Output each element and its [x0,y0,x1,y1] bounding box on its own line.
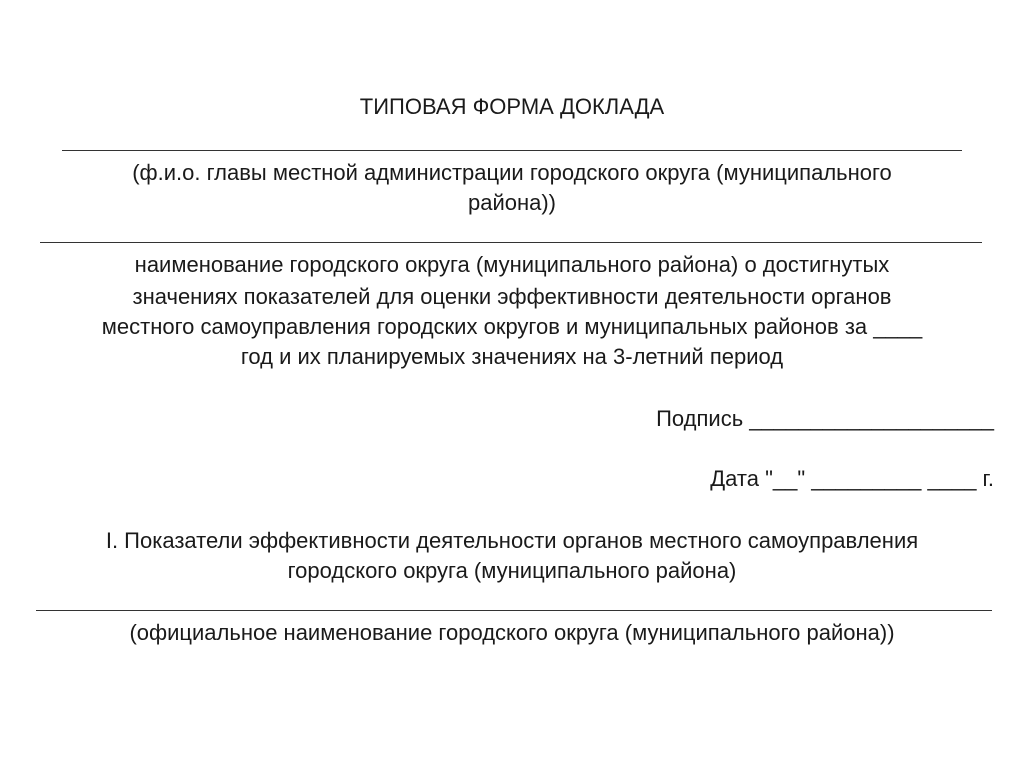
section-heading-line-1: I. Показатели эффективности деятельности органов местного самоуправления [105,528,919,553]
signature-line: Подпись ____________________ [656,406,994,431]
head-caption-line-1: (ф.и.о. главы местной администрации городского округа (муниципального [132,160,892,185]
head-caption-line-2: района)) [467,190,557,215]
document-title: ТИПОВАЯ ФОРМА ДОКЛАДА [359,94,665,119]
official-name-caption: (официальное наименование городского округа (муниципального района)) [129,620,895,645]
body-line-4: год и их планируемых значениях на 3-летний период [240,344,784,369]
section-heading-line-2: городского округа (муниципального района) [287,558,737,583]
body-line-1: наименование городского округа (муниципального района) о достигнутых [134,252,890,277]
municipality-blank-line [40,242,982,243]
body-line-2: значениях показателей для оценки эффективности деятельности органов [132,284,892,309]
official-name-blank-line [36,610,992,611]
body-line-3: местного самоуправления городских округов и муниципальных районов за ____ [101,314,923,339]
date-line: Дата "__" _________ ____ г. [710,466,994,491]
head-name-blank-line [62,150,962,151]
